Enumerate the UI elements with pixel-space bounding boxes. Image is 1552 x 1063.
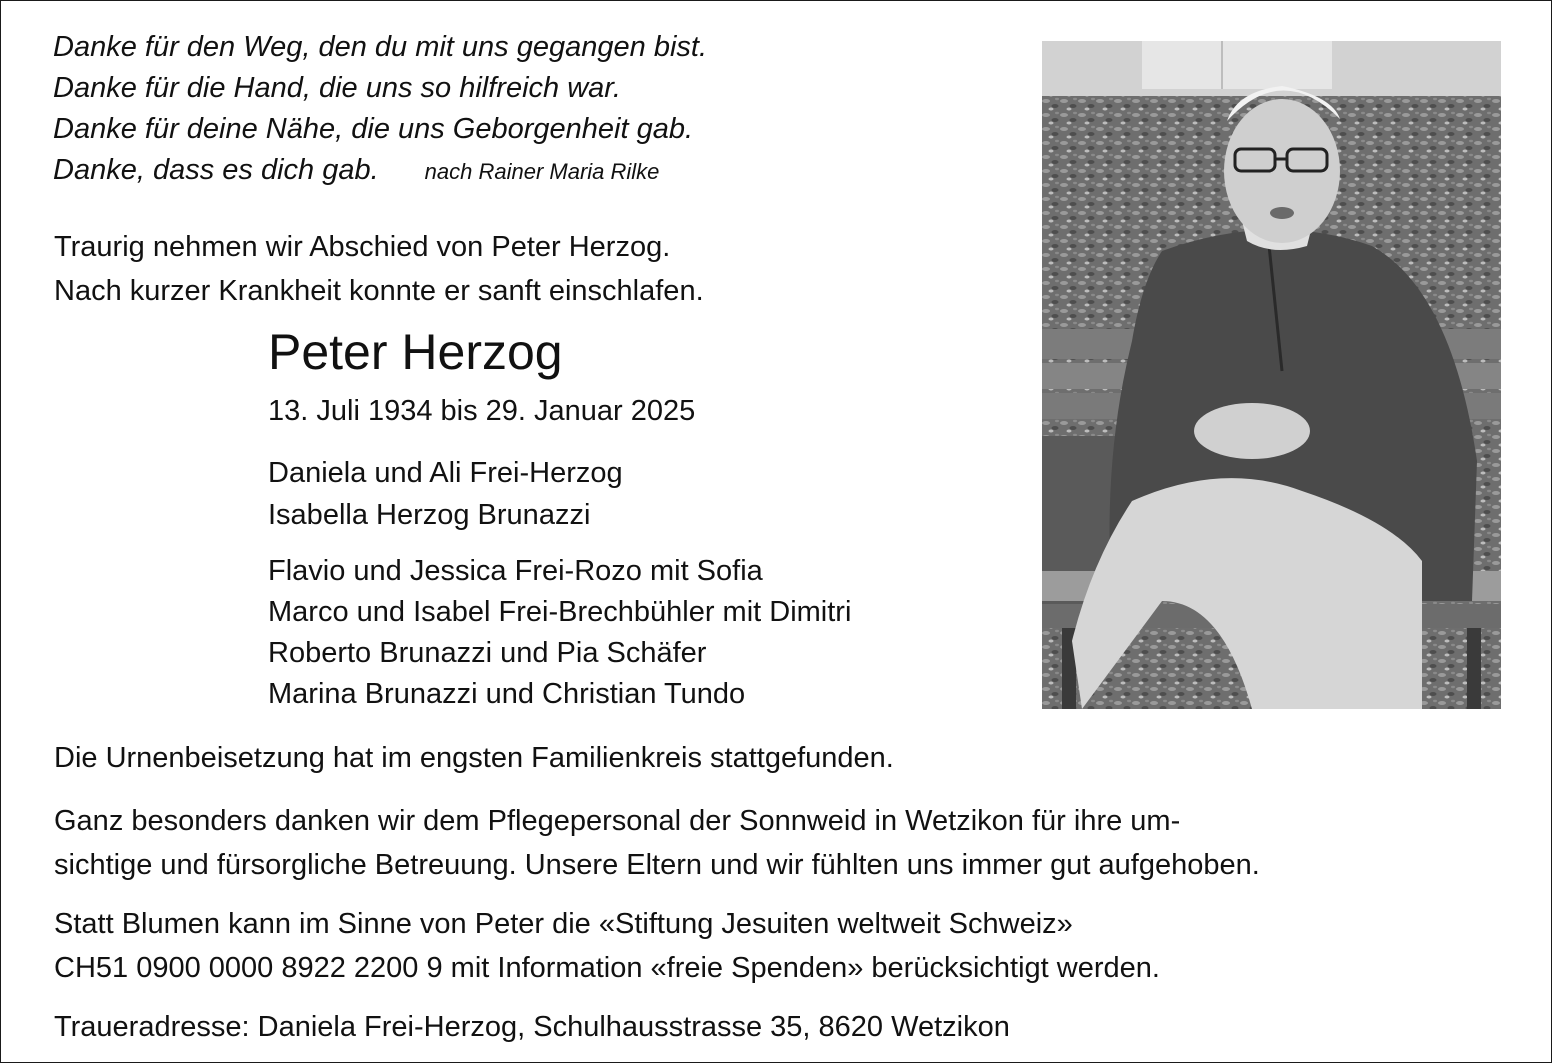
poem-line-last: [53, 150, 707, 192]
mourner-entry: Marina Brunazzi und Christian Tundo: [268, 678, 746, 710]
donation-line: Statt Blumen kann im Sinne von Peter die «Stiftung Jesuiten weltweit Schweiz»: [54, 908, 1073, 940]
donation-line: CH51 0900 0000 8922 2200 9 mit Information «freie Spenden» berücksichtigt werden.: [54, 952, 1160, 984]
mourner-entry: Isabella Herzog Brunazzi: [268, 499, 591, 531]
poem-line: Danke für den Weg, den du mit uns gegangen bist.: [53, 31, 708, 63]
thanks-line: Ganz besonders danken wir dem Pflegepersonal der Sonnweid in Wetzikon für ihre um-: [54, 805, 1181, 837]
mourner-entry: Daniela und Ali Frei-Herzog: [268, 457, 623, 489]
mourning-address: Traueradresse: Daniela Frei-Herzog, Schulhausstrasse 35, 8620 Wetzikon: [54, 1011, 1010, 1043]
donation-paragraph: [54, 902, 1160, 990]
mourner-entry: Marco und Isabel Frei-Brechbühler mit Dimitri: [268, 596, 852, 628]
poem: [53, 27, 707, 192]
portrait-photo: [1042, 41, 1501, 709]
mourner-entry: Roberto Brunazzi und Pia Schäfer: [268, 637, 707, 669]
mourners-grandchildren: [268, 551, 851, 715]
intro-text: [54, 225, 704, 313]
poem-line: Danke, dass es dich gab.: [53, 154, 379, 186]
poem-line: Danke für die Hand, die uns so hilfreich war.: [53, 72, 621, 104]
burial-paragraph: Die Urnenbeisetzung hat im engsten Familienkreis stattgefunden.: [54, 742, 894, 774]
thanks-paragraph: [54, 799, 1260, 887]
intro-line: Nach kurzer Krankheit konnte er sanft einschlafen.: [54, 275, 704, 307]
intro-line: Traurig nehmen wir Abschied von Peter Herzog.: [54, 231, 671, 263]
life-dates: 13. Juli 1934 bis 29. Januar 2025: [268, 395, 696, 427]
mourner-entry: Flavio und Jessica Frei-Rozo mit Sofia: [268, 555, 763, 587]
mourners-children: [268, 452, 623, 536]
thanks-line: sichtige und fürsorgliche Betreuung. Unsere Eltern und wir fühlten uns immer gut aufgehoben.: [54, 849, 1260, 881]
poem-attribution: nach Rainer Maria Rilke: [424, 159, 660, 184]
deceased-name: Peter Herzog: [268, 324, 563, 380]
poem-line: Danke für deine Nähe, die uns Geborgenheit gab.: [53, 113, 694, 145]
